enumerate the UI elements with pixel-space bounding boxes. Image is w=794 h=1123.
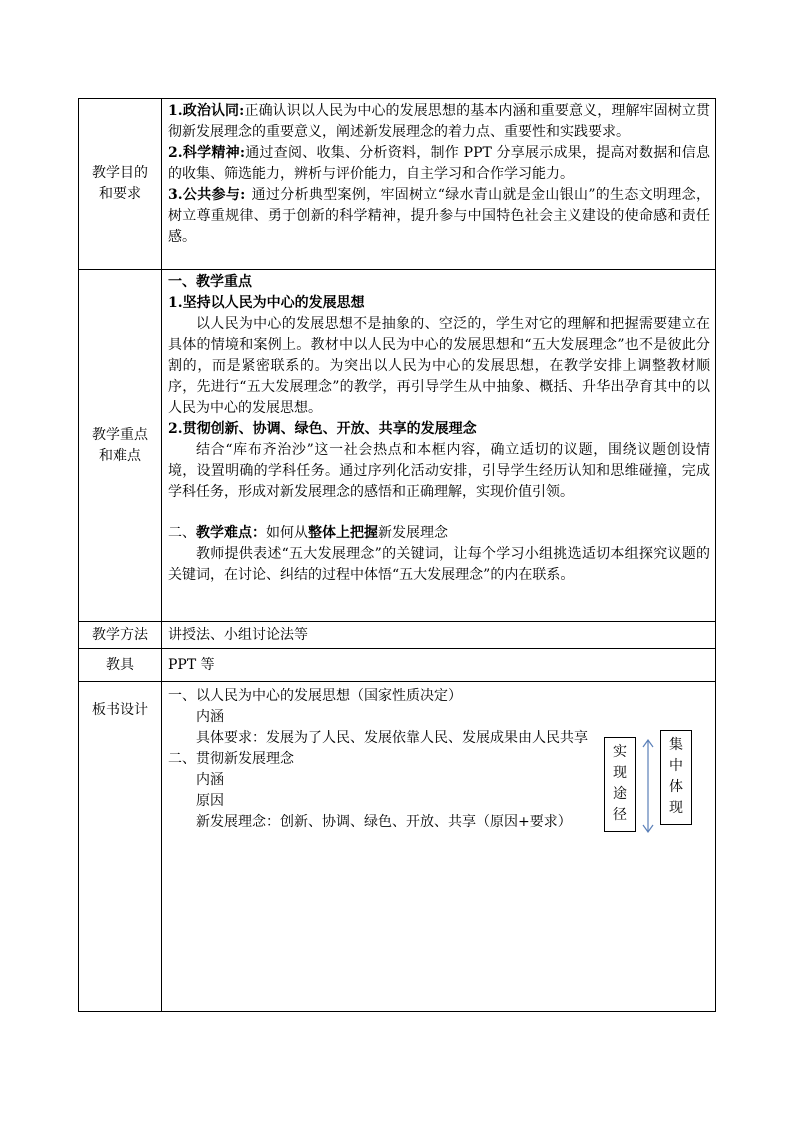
goal-1-body: 正确认识以人民为中心的发展思想的基本内涵和重要意义，理解牢固树立贯彻新发展理念的重要意义，阐述新发展理念的着力点、重要性和实践要求。 (168, 103, 710, 140)
difficulty-num: 二、 (168, 525, 196, 541)
row-tools (79, 649, 716, 682)
board-line-5: 内涵 (196, 772, 224, 788)
realize-path-box (604, 737, 636, 832)
realize-char-2: 现 (613, 765, 627, 781)
board-line-7: 新发展理念：创新、协调、绿色、开放、共享（原因+要求） (196, 814, 572, 830)
key-section-2-body: 结合“库布齐治沙”这一社会热点和本框内容，确立适切的议题，围绕议题创设情境，设置明确的学科任务。通过序列化活动安排，引导学生经历认知和思维碰撞，完成学科任务，形成对新发展理念的感悟和正确理解，实现价值引领。 (168, 442, 710, 500)
board-line-2: 内涵 (196, 709, 224, 725)
double-arrow-icon (642, 738, 654, 834)
label-board: 板书设计 (79, 682, 162, 1012)
board-line-4: 二、贯彻新发展理念 (168, 751, 294, 767)
embody-char-3: 体 (669, 779, 683, 795)
row-board (79, 682, 716, 1012)
label-key (79, 270, 162, 622)
goal-2-body: 通过查阅、收集、分析资料，制作 PPT 分享展示成果，提高对数据和信息的收集、筛选能力，辨析与评价能力，自主学习和合作学习能力。 (168, 145, 710, 182)
row-method (79, 622, 716, 649)
lesson-plan-table (78, 98, 716, 1012)
spacer (168, 503, 710, 523)
row-key-points (79, 270, 716, 622)
key-section-1-title: 1.坚持以人民为中心的发展思想 (168, 295, 365, 311)
label-method: 教学方法 (79, 622, 162, 649)
key-section-1-body: 以人民为中心的发展思想不是抽象的、空泛的，学生对它的理解和把握需要建立在具体的情境和案例上。教材中以人民为中心的发展思想和“五大发展理念”也不是彼此分割的，而是紧密联系的。为突出以人民为中心的发展思想，在教学安排上调整教材顺序，先进行“五大发展理念”的教学，再引导学生从中抽象、概括、升华出孕育其中的以人民为中心的发展思想。 (168, 316, 710, 416)
key-content (162, 270, 716, 622)
realize-char-1: 实 (613, 744, 627, 760)
key-section-2-title: 2.贯彻创新、协调、绿色、开放、共享的发展理念 (168, 421, 477, 437)
goal-3-body: 通过分析典型案例，牢固树立“绿水青山就是金山银山”的生态文明理念，树立尊重规律、勇于创新的科学精神，提升参与中国特色社会主义建设的使命感和责任感。 (168, 187, 710, 245)
difficulty-body: 教师提供表述“五大发展理念”的关键词，让每个学习小组挑选适切本组探究议题的关键词，在讨论、纠结的过程中体悟“五大发展理念”的内在联系。 (168, 546, 710, 583)
realize-char-4: 径 (613, 807, 627, 823)
difficulty-label: 教学难点： (196, 525, 266, 541)
difficulty-text-b: 新发展理念 (378, 525, 448, 541)
board-content (162, 682, 716, 1012)
board-line-1: 一、以人民为中心的发展思想（国家性质决定） (168, 688, 462, 704)
label-goals-text: 教学目的和要求 (92, 165, 148, 202)
goals-content (162, 99, 716, 270)
goal-3 (168, 185, 710, 248)
key-heading: 一、教学重点 (168, 274, 252, 290)
label-tools: 教具 (79, 649, 162, 682)
goal-2 (168, 143, 710, 185)
embody-char-2: 中 (669, 758, 683, 774)
label-goals (79, 99, 162, 270)
goal-3-head: 3.公共参与: (168, 187, 246, 203)
embody-char-1: 集 (669, 737, 683, 753)
realize-char-3: 途 (613, 786, 627, 802)
goal-1 (168, 101, 710, 143)
label-key-text: 教学重点和难点 (92, 426, 148, 464)
difficulty-text-bold: 整体上把握 (308, 525, 378, 541)
board-line-3: 具体要求：发展为了人民、发展依靠人民、发展成果由人民共享 (196, 730, 588, 746)
embody-box (660, 730, 692, 825)
board-area (168, 682, 710, 1002)
embody-char-4: 现 (669, 800, 683, 816)
tools-value: PPT 等 (162, 649, 716, 682)
board-line-6: 原因 (196, 793, 224, 809)
difficulty-heading (168, 523, 710, 544)
method-value: 讲授法、小组讨论法等 (162, 622, 716, 649)
row-goals (79, 99, 716, 270)
difficulty-text-a: 如何从 (266, 525, 308, 541)
goal-2-head: 2.科学精神: (168, 145, 246, 161)
goal-1-head: 1.政治认同: (168, 103, 245, 119)
